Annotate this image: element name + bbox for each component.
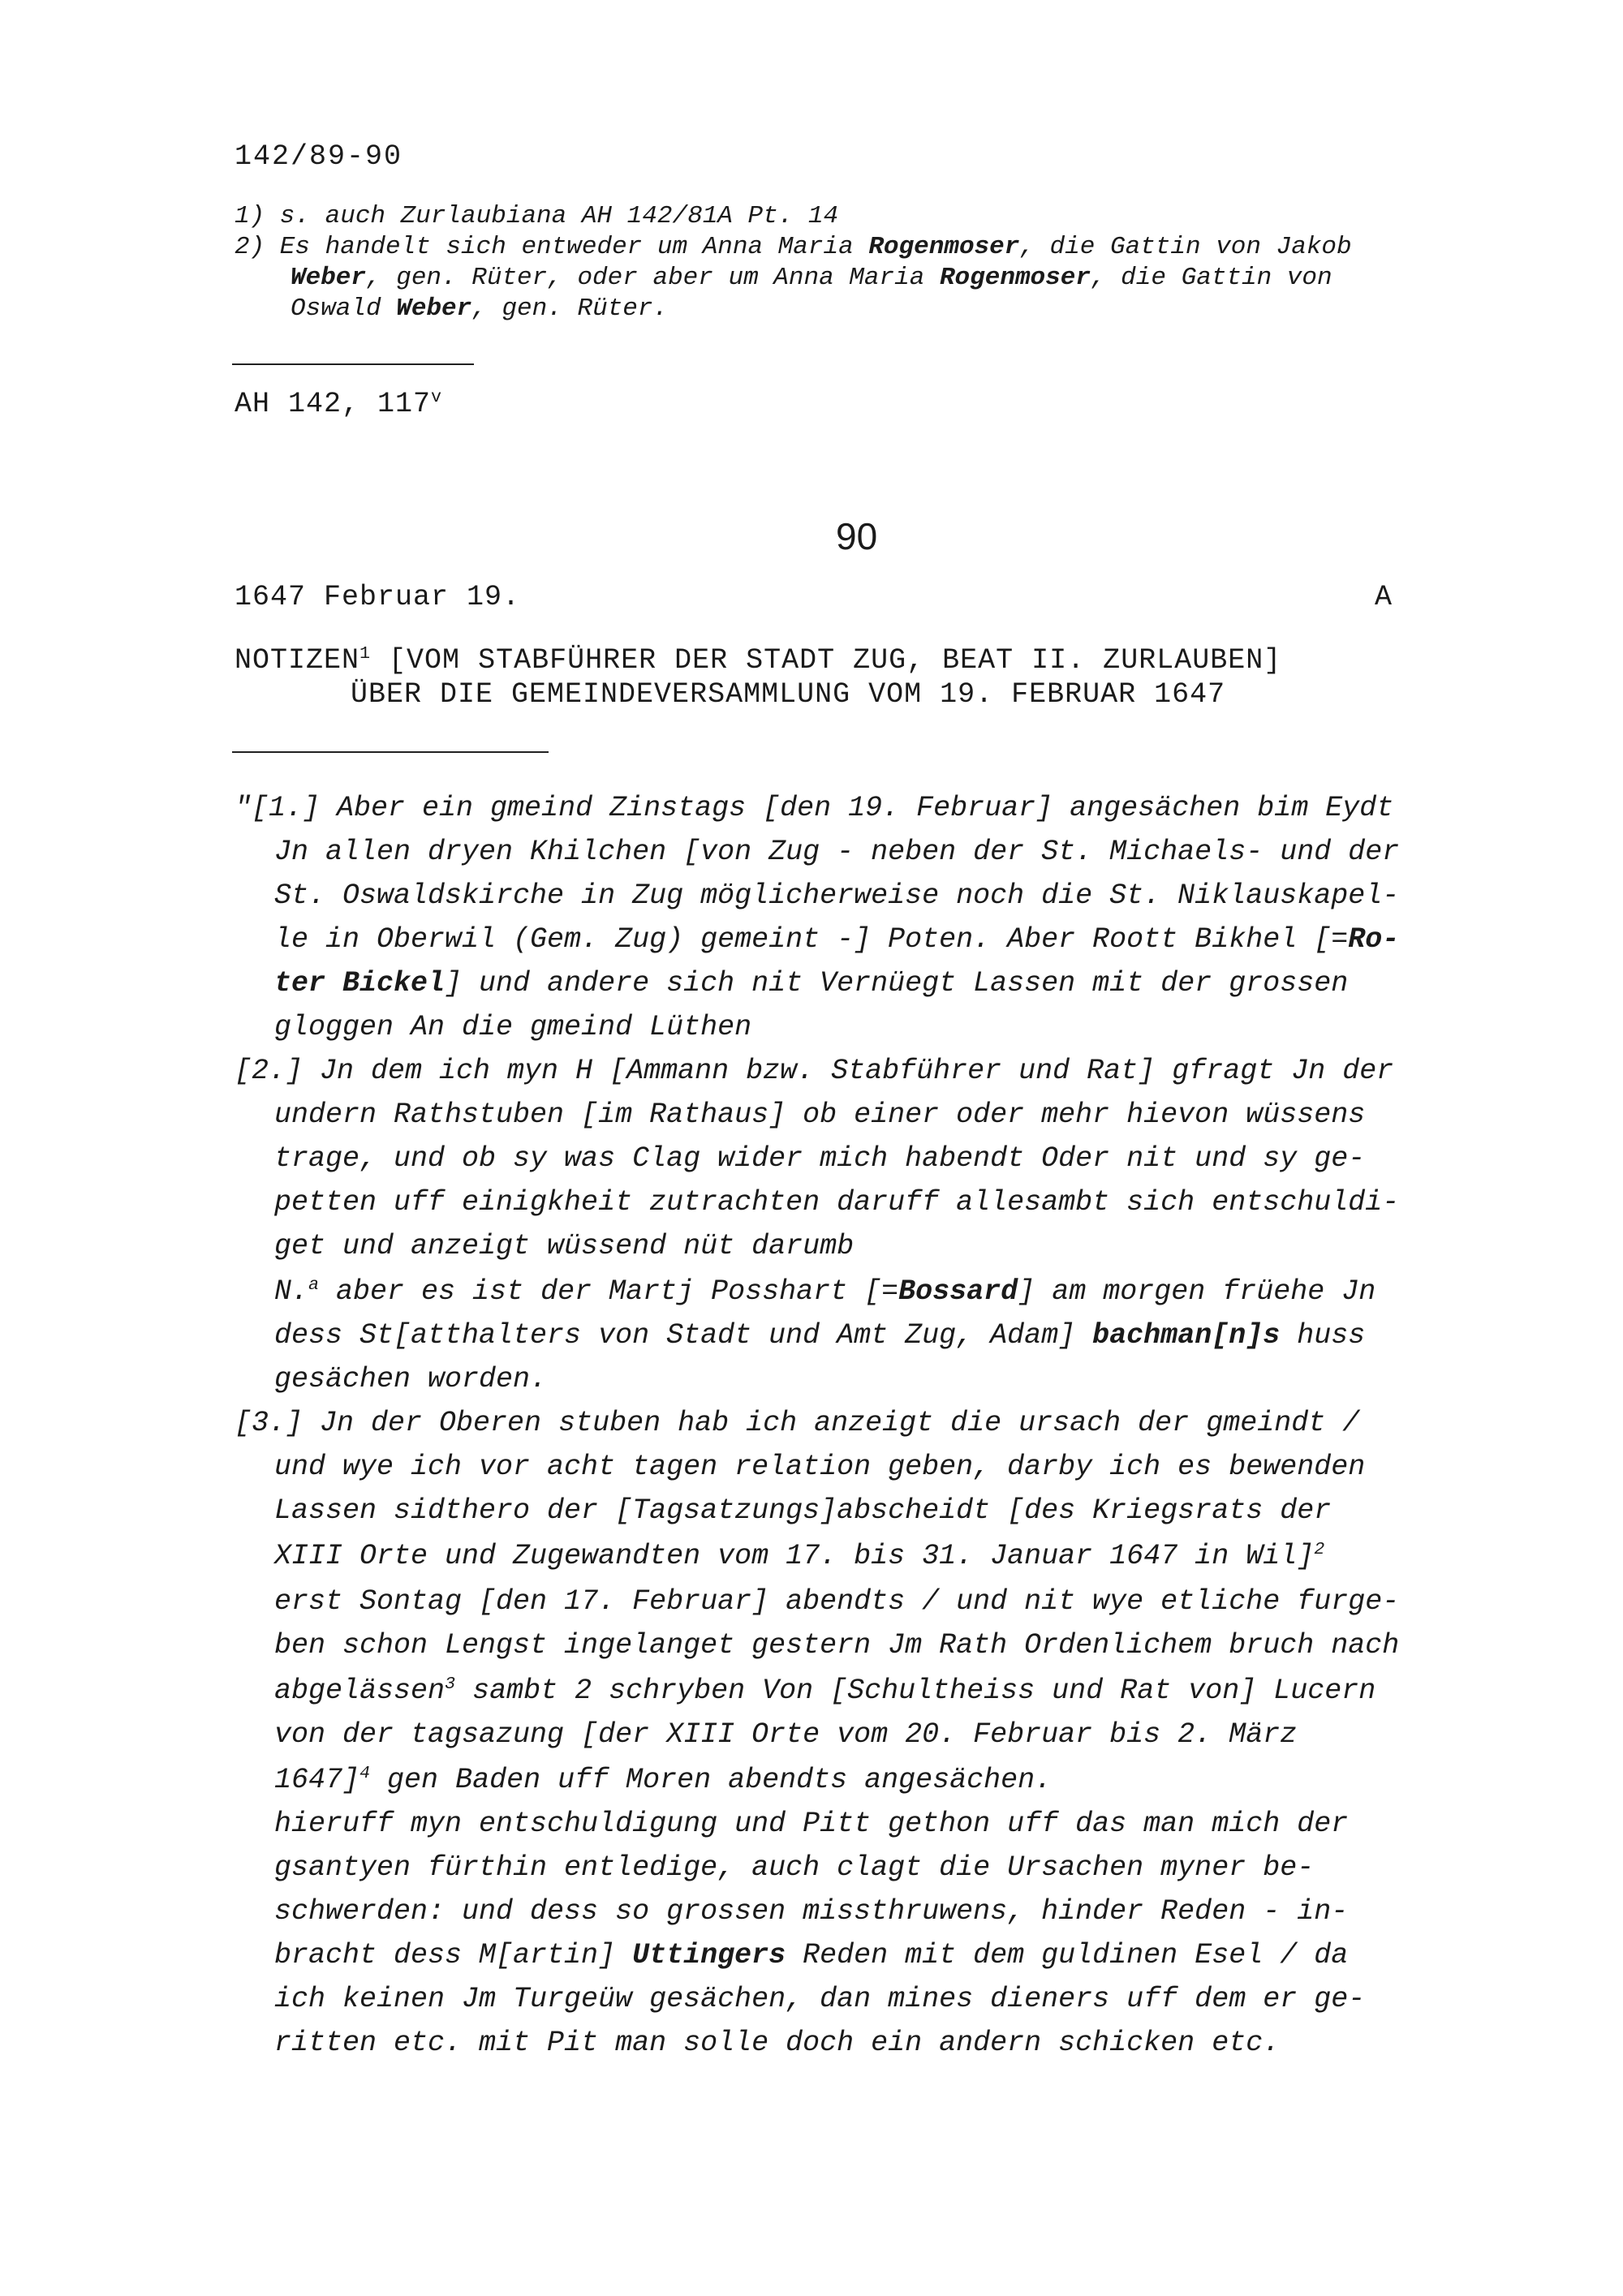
body-line: [2.] Jn dem ich myn H [Ammann bzw. Stabführer und Rat] gfragt Jn der <box>235 1055 1394 1087</box>
body-line: hieruff myn entschuldigung und Pitt gethon uff das man mich der <box>274 1808 1349 1840</box>
person-name: Rogenmoser <box>939 264 1091 292</box>
body-line: petten uff einigkheit zutrachten daruff allesambt sich entschuldi- <box>274 1186 1400 1219</box>
page-reference: 142/89-90 <box>235 140 403 173</box>
person-name: Rogenmoser <box>868 233 1020 261</box>
footnote-divider <box>232 363 474 365</box>
body-line: von der tagsazung [der XIII Orte vom 20. Februar bis 2. März <box>274 1718 1298 1751</box>
footnote-2-line-2: Weber, gen. Rüter, oder aber um Anna Maria Rogenmoser, die Gattin von <box>291 264 1332 292</box>
body-line: le in Oberwil (Gem. Zug) gemeint -] Poten. Aber Roott Bikhel [=Ro- <box>274 923 1400 956</box>
person-name: Weber <box>396 295 472 323</box>
document-title-line-2: ÜBER DIE GEMEINDEVERSAMMLUNG VOM 19. FEBRUAR 1647 <box>351 678 1226 711</box>
body-line: Lassen sidthero der [Tagsatzungs]abscheidt [des Kriegsrats der <box>274 1494 1332 1527</box>
body-line: ritten etc. mit Pit man solle doch ein andern schicken etc. <box>274 2027 1281 2059</box>
footnote-2-line-3: Oswald Weber, gen. Rüter. <box>291 295 669 323</box>
body-line: abgelässen$^3$ sambt 2 schryben Von [Schultheiss und Rat von] Lucern <box>274 1674 1376 1707</box>
body-line: ter Bickel] und andere sich nit Vernüegt Lassen mit der grossen <box>274 967 1349 1000</box>
body-line: 1647]$^4$ gen Baden uff Moren abendts angesächen. <box>274 1763 1053 1796</box>
body-line: N.$^a$ aber es ist der Martj Posshart [=Bossard] am morgen früehe Jn <box>274 1275 1376 1308</box>
body-line: bracht dess M[artin] Uttingers Reden mit dem guldinen Esel / da <box>274 1939 1349 1971</box>
body-line: schwerden: und dess so grossen missthruwens, hinder Reden - in- <box>274 1895 1349 1928</box>
body-line: dess St[atthalters von Stadt und Amt Zug, Adam] bachman[n]s huss <box>274 1319 1366 1352</box>
document-title-line-1: NOTIZEN$^1$ [VOM STABFÜHRER DER STADT ZUG, BEAT II. ZURLAUBEN] <box>235 643 1282 677</box>
document-date: 1647 Februar 19. <box>235 581 521 613</box>
body-line: ich keinen Jm Turgeüw gesächen, dan mines dieners uff dem er ge- <box>274 1983 1366 2015</box>
body-line: undern Rathstuben [im Rathaus] ob einer oder mehr hievon wüssens <box>274 1099 1366 1131</box>
body-line: [3.] Jn der Oberen stuben hab ich anzeigt die ursach der gmeindt / <box>235 1407 1360 1439</box>
archive-signature: AH 142, 117$^v$ <box>235 387 443 420</box>
body-line: ben schon Lengst ingelanget gestern Jm Rath Ordenlichem bruch nach <box>274 1629 1400 1662</box>
body-line: St. Oswaldskirche in Zug möglicherweise noch die St. Niklauskapel- <box>274 879 1400 912</box>
body-line: Jn allen dryen Khilchen [von Zug - neben der St. Michaels- und der <box>274 836 1400 868</box>
body-line: und wye ich vor acht tagen relation geben, darby ich es bewenden <box>274 1451 1366 1483</box>
footnote-1: 1) s. auch Zurlaubiana AH 142/81A Pt. 14 <box>235 202 839 230</box>
footnote-2-line-1: 2) Es handelt sich entweder um Anna Maria Rogenmoser, die Gattin von Jakob <box>235 233 1352 261</box>
body-line: trage, und ob sy was Clag wider mich habendt Oder nit und sy ge- <box>274 1142 1366 1175</box>
title-divider <box>232 751 549 753</box>
body-line: erst Sontag [den 17. Februar] abendts / und nit wye etliche furge- <box>274 1585 1400 1618</box>
body-line: gsantyen fürthin entledige, auch clagt die Ursachen myner be- <box>274 1851 1315 1884</box>
body-line: gloggen An die gmeind Lüthen <box>274 1011 752 1043</box>
person-name: Weber <box>291 264 367 292</box>
body-line: get und anzeigt wüssend nüt darumb <box>274 1230 855 1262</box>
document-classification: A <box>1375 581 1393 613</box>
document-number: 90 <box>836 515 878 557</box>
body-line: "[1.] Aber ein gmeind Zinstags [den 19. Februar] angesächen bim Eydt <box>235 792 1394 824</box>
body-line: gesächen worden. <box>274 1363 548 1395</box>
body-line: XIII Orte und Zugewandten vom 17. bis 31. Januar 1647 in Wil]$^2$ <box>274 1539 1325 1572</box>
